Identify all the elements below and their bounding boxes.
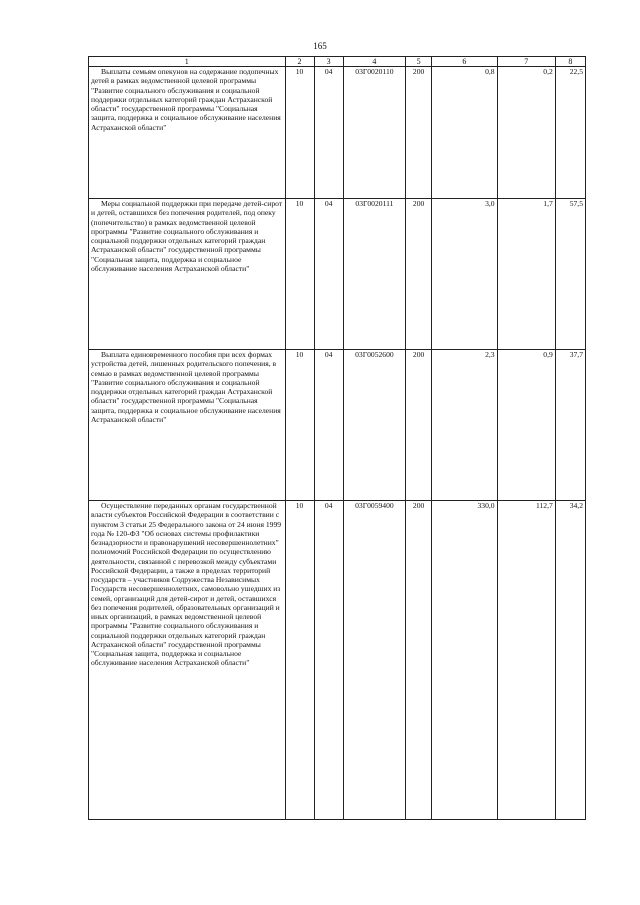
section-code: 10 — [285, 199, 314, 350]
amount-col-8: 57,5 — [555, 199, 585, 350]
item-name-cell — [89, 350, 286, 501]
budget-table — [88, 56, 586, 820]
header-cell-8: 8 — [555, 57, 585, 67]
item-name-cell — [89, 199, 286, 350]
header-cell-2: 2 — [285, 57, 314, 67]
target-article-code: 03Г0059400 — [343, 501, 405, 820]
expense-type-code: 200 — [406, 199, 432, 350]
subsection-code: 04 — [314, 350, 343, 501]
amount-col-8: 22,5 — [555, 67, 585, 199]
amount-col-7: 0,9 — [497, 350, 555, 501]
item-name: Выплата единовременного пособия при всех формах устройства детей, лишенных родительского попечения, в семью в рамках ведомственной целевой программы "Развитие социального обслуживания и социальной поддержки отдельных категорий граждан Астраханской области" государственной программы "Социальная защита, поддержка и социальное обслуживание населения Астраханской области" — [91, 350, 281, 424]
subsection-code: 04 — [314, 199, 343, 350]
header-row — [89, 57, 586, 67]
amount-col-6: 0,8 — [432, 67, 498, 199]
item-name-cell — [89, 501, 286, 820]
table-header — [89, 57, 586, 67]
header-cell-1: 1 — [89, 57, 286, 67]
item-name: Осуществление переданных органам государственной власти субъектов Российской Федерации в соответствии с пунктом 3 статьи 25 Федерального закона от 24 июня 1999 года № 120-ФЗ "Об основах системы профилактики безнадзорности и правонарушений несовершеннолетних" полномочий Российской Федерации по осуществлению деятельности, связанной с перевозкой между субъектами Российской Федерации, а также в пределах территорий государств – участников Содружества Независимых Государств несовершеннолетних, самовольно ушедших из семей, организаций для детей-сирот и детей, оставшихся без попечения родителей, образовательных организаций и иных организаций, в рамках ведомственной целевой программы "Развитие социального обслуживания и социальной поддержки отдельных категорий граждан Астраханской области" государственной программы "Социальная защита, поддержка и социальное обслуживание населения Астраханской области" — [91, 501, 282, 668]
section-code: 10 — [285, 67, 314, 199]
amount-col-6: 2,3 — [432, 350, 498, 501]
expense-type-code: 200 — [406, 501, 432, 820]
header-cell-5: 5 — [406, 57, 432, 67]
subsection-code: 04 — [314, 501, 343, 820]
table-row — [89, 67, 586, 199]
expense-type-code: 200 — [406, 67, 432, 199]
header-cell-6: 6 — [432, 57, 498, 67]
header-cell-3: 3 — [314, 57, 343, 67]
subsection-code: 04 — [314, 67, 343, 199]
target-article-code: 03Г0052600 — [343, 350, 405, 501]
amount-col-8: 34,2 — [555, 501, 585, 820]
expense-type-code: 200 — [406, 350, 432, 501]
amount-col-7: 112,7 — [497, 501, 555, 820]
header-cell-4: 4 — [343, 57, 405, 67]
table-row — [89, 199, 586, 350]
amount-col-8: 37,7 — [555, 350, 585, 501]
target-article-code: 03Г0020111 — [343, 199, 405, 350]
page-number: 165 — [313, 41, 327, 51]
target-article-code: 03Г0020110 — [343, 67, 405, 199]
table-row — [89, 501, 586, 820]
item-name: Меры социальной поддержки при передаче детей-сирот и детей, оставшихся без попечения родителей, под опеку (попечительство) в рамках ведомственной целевой программы "Развитие социального обслуживания и социальной поддержки отдельных категорий граждан Астраханской области" государственной программы "Социальная защита, поддержка и социальное обслуживание населения Астраханской области" — [91, 199, 283, 273]
table-row — [89, 350, 586, 501]
item-name-cell — [89, 67, 286, 199]
item-name: Выплаты семьям опекунов на содержание подопечных детей в рамках ведомственной целевой программы "Развитие социального обслуживания и социальной поддержки отдельных категорий граждан Астраханской области" государственной программы "Социальная защита, поддержка и социальное обслуживание населения Астраханской области" — [91, 67, 281, 132]
header-cell-7: 7 — [497, 57, 555, 67]
section-code: 10 — [285, 350, 314, 501]
amount-col-6: 330,0 — [432, 501, 498, 820]
section-code: 10 — [285, 501, 314, 820]
amount-col-7: 1,7 — [497, 199, 555, 350]
amount-col-7: 0,2 — [497, 67, 555, 199]
amount-col-6: 3,0 — [432, 199, 498, 350]
